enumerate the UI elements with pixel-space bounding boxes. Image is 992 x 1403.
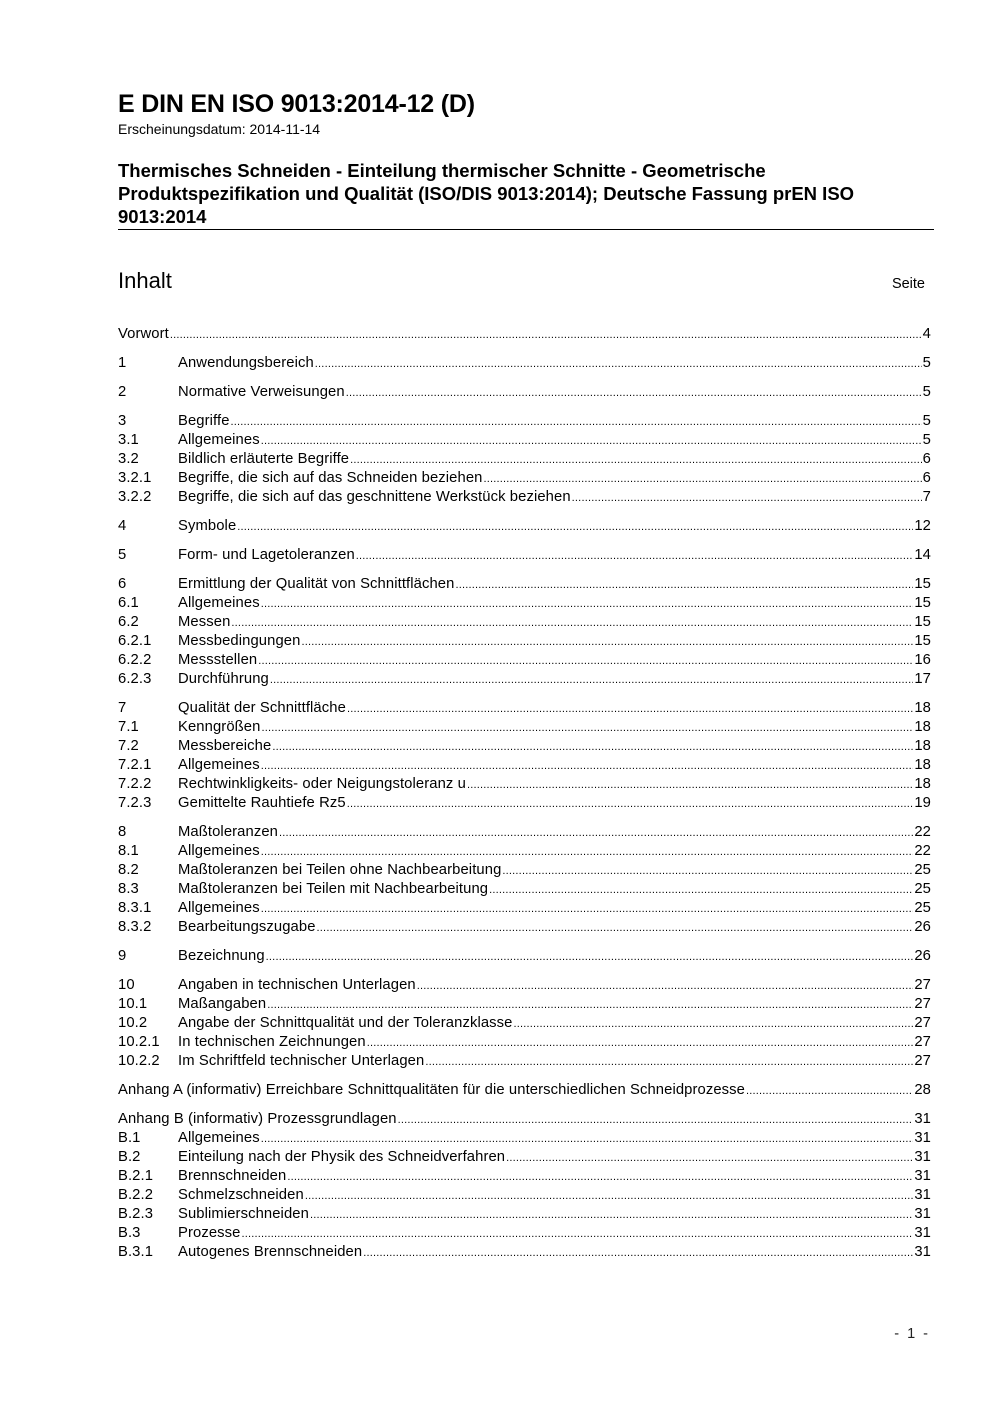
toc-entry-number: 10.1 <box>118 996 148 1012</box>
page-number: - 1 - <box>894 1326 930 1342</box>
toc-entry-number: 8.2 <box>118 862 139 878</box>
toc-entry-page: 15 <box>914 595 931 611</box>
toc-entry[interactable] <box>118 1243 931 1262</box>
toc-entry[interactable] <box>118 918 931 937</box>
toc-entry[interactable] <box>118 1167 931 1186</box>
toc-entry[interactable] <box>118 354 931 373</box>
toc-leader-dots <box>261 719 913 738</box>
publication-date: Erscheinungsdatum: 2014-11-14 <box>118 121 321 137</box>
toc-entry[interactable] <box>118 546 931 565</box>
toc-entry[interactable] <box>118 651 931 670</box>
toc-entry-title: Allgemeines <box>178 432 260 448</box>
toc-entry-number: 3.1 <box>118 432 139 448</box>
toc-entry[interactable] <box>118 718 931 737</box>
toc-entry-title: Schmelzschneiden <box>178 1187 304 1203</box>
toc-entry-number: 3.2 <box>118 451 139 467</box>
toc-entry-number: 8.3 <box>118 881 139 897</box>
toc-entry-title: Bezeichnung <box>178 948 265 964</box>
table-of-contents <box>118 325 931 1262</box>
toc-entry-page: 17 <box>914 671 931 687</box>
toc-entry-page: 5 <box>922 355 931 371</box>
toc-entry-title: Gemittelte Rauhtiefe Rz5 <box>178 795 346 811</box>
toc-entry-number: 4 <box>118 518 127 534</box>
toc-entry[interactable] <box>118 823 931 842</box>
toc-leader-dots <box>261 843 914 862</box>
toc-entry-title: Vorwort <box>118 326 169 342</box>
toc-entry[interactable] <box>118 976 931 995</box>
toc-entry[interactable] <box>118 325 931 344</box>
toc-entry[interactable] <box>118 575 931 594</box>
toc-entry-page: 26 <box>914 948 931 964</box>
toc-entry-title: Begriffe, die sich auf das Schneiden beziehen <box>178 470 483 486</box>
toc-leader-dots <box>347 700 913 719</box>
toc-entry-title: Messen <box>178 614 231 630</box>
toc-entry-page: 26 <box>914 919 931 935</box>
toc-entry-number: 3.2.1 <box>118 470 152 486</box>
toc-entry-title: Maßtoleranzen bei Teilen mit Nachbearbeitung <box>178 881 489 897</box>
toc-entry-title: Allgemeines <box>178 1130 260 1146</box>
toc-entry-page: 12 <box>914 518 931 534</box>
toc-leader-dots <box>350 451 922 470</box>
toc-leader-dots <box>502 862 913 881</box>
toc-leader-dots <box>513 1015 913 1034</box>
toc-entry[interactable] <box>118 1081 931 1100</box>
toc-entry-number: 6.2 <box>118 614 139 630</box>
toc-entry-page: 27 <box>914 1053 931 1069</box>
toc-entry-number: 7 <box>118 700 127 716</box>
toc-entry-title: Brennschneiden <box>178 1168 287 1184</box>
toc-entry-number: 10.2.1 <box>118 1034 160 1050</box>
toc-entry[interactable] <box>118 947 931 966</box>
toc-entry-number: 7.1 <box>118 719 139 735</box>
toc-entry-page: 31 <box>914 1149 931 1165</box>
toc-entry-title: Anhang A (informativ) Erreichbare Schnittqualitäten für die unterschiedlichen Schneidprozesse <box>118 1082 746 1098</box>
toc-leader-dots <box>483 470 921 489</box>
toc-leader-dots <box>261 900 914 919</box>
toc-entry-title: Angabe der Schnittqualität und der Toleranzklasse <box>178 1015 513 1031</box>
toc-entry-number: B.2 <box>118 1149 141 1165</box>
toc-entry-number: B.3 <box>118 1225 141 1241</box>
toc-entry-page: 27 <box>914 977 931 993</box>
toc-leader-dots <box>425 1053 913 1072</box>
toc-entry-page: 31 <box>914 1168 931 1184</box>
toc-entry-page: 16 <box>914 652 931 668</box>
toc-entry[interactable] <box>118 517 931 536</box>
toc-entry-title: Angaben in technischen Unterlagen <box>178 977 416 993</box>
toc-entry[interactable] <box>118 842 931 861</box>
toc-leader-dots <box>270 671 913 690</box>
toc-entry-page: 31 <box>914 1206 931 1222</box>
toc-entry[interactable] <box>118 488 931 507</box>
toc-leader-dots <box>241 1225 913 1244</box>
toc-entry-number: 8.3.1 <box>118 900 152 916</box>
toc-entry[interactable] <box>118 1148 931 1167</box>
toc-entry[interactable] <box>118 670 931 689</box>
toc-leader-dots <box>356 547 914 566</box>
toc-entry-page: 5 <box>922 413 931 429</box>
toc-entry-number: B.3.1 <box>118 1244 154 1260</box>
toc-entry-page: 18 <box>914 738 931 754</box>
toc-leader-dots <box>261 432 922 451</box>
toc-entry-page: 15 <box>914 576 931 592</box>
toc-leader-dots <box>301 633 913 652</box>
toc-leader-dots <box>231 413 922 432</box>
toc-entry[interactable] <box>118 632 931 651</box>
toc-entry-page: 31 <box>914 1111 931 1127</box>
toc-entry-number: 6.2.1 <box>118 633 152 649</box>
toc-entry-page: 5 <box>922 384 931 400</box>
toc-entry[interactable] <box>118 899 931 918</box>
toc-entry[interactable] <box>118 1110 931 1129</box>
toc-entry-title: Qualität der Schnittfläche <box>178 700 346 716</box>
toc-entry[interactable] <box>118 1014 931 1033</box>
toc-leader-dots <box>467 776 913 795</box>
toc-entry[interactable] <box>118 995 931 1014</box>
toc-leader-dots <box>367 1034 914 1053</box>
toc-entry[interactable] <box>118 756 931 775</box>
toc-entry-page: 5 <box>922 432 931 448</box>
toc-entry-title: Ermittlung der Qualität von Schnittflächen <box>178 576 455 592</box>
toc-entry-number: 6.2.3 <box>118 671 152 687</box>
toc-entry[interactable] <box>118 383 931 402</box>
toc-entry-number: 2 <box>118 384 127 400</box>
toc-entry-page: 14 <box>914 547 931 563</box>
toc-entry[interactable] <box>118 880 931 899</box>
toc-entry[interactable] <box>118 412 931 431</box>
toc-entry-number: 8.3.2 <box>118 919 152 935</box>
toc-entry-page: 22 <box>914 824 931 840</box>
toc-entry-title: Kenngrößen <box>178 719 261 735</box>
toc-entry-page: 15 <box>914 614 931 630</box>
toc-leader-dots <box>417 977 914 996</box>
toc-leader-dots <box>272 738 913 757</box>
toc-leader-dots <box>279 824 913 843</box>
toc-entry-number: 6 <box>118 576 127 592</box>
toc-entry-title: Im Schriftfeld technischer Unterlagen <box>178 1053 425 1069</box>
toc-entry[interactable] <box>118 775 931 794</box>
toc-entry-title: Allgemeines <box>178 900 260 916</box>
toc-entry-page: 25 <box>914 900 931 916</box>
toc-entry-number: B.2.2 <box>118 1187 154 1203</box>
toc-entry-page: 31 <box>914 1130 931 1146</box>
toc-leader-dots <box>237 518 913 537</box>
toc-entry-number: 9 <box>118 948 127 964</box>
toc-entry-number: 7.2.2 <box>118 776 152 792</box>
toc-leader-dots <box>266 948 914 967</box>
toc-entry-page: 25 <box>914 881 931 897</box>
toc-entry-page: 4 <box>922 326 931 342</box>
toc-entry[interactable] <box>118 1129 931 1148</box>
toc-leader-dots <box>455 576 913 595</box>
toc-entry-number: 1 <box>118 355 127 371</box>
toc-entry[interactable] <box>118 699 931 718</box>
toc-entry[interactable] <box>118 1052 931 1071</box>
toc-entry-title: Autogenes Brennschneiden <box>178 1244 363 1260</box>
toc-entry[interactable] <box>118 861 931 880</box>
toc-leader-dots <box>261 1130 914 1149</box>
toc-entry-title: Sublimierschneiden <box>178 1206 309 1222</box>
toc-entry-title: Form- und Lagetoleranzen <box>178 547 355 563</box>
toc-entry-number: 10 <box>118 977 135 993</box>
toc-entry-title: Begriffe, die sich auf das geschnittene Werkstück beziehen <box>178 489 571 505</box>
toc-entry-number: 6.2.2 <box>118 652 152 668</box>
toc-entry[interactable] <box>118 1205 931 1224</box>
toc-entry-page: 22 <box>914 843 931 859</box>
toc-entry-page: 31 <box>914 1187 931 1203</box>
toc-entry[interactable] <box>118 613 931 632</box>
toc-entry-page: 7 <box>922 489 931 505</box>
toc-entry[interactable] <box>118 431 931 450</box>
toc-entry-page: 6 <box>922 451 931 467</box>
toc-entry-title: In technischen Zeichnungen <box>178 1034 366 1050</box>
toc-entry[interactable] <box>118 594 931 613</box>
toc-entry-page: 28 <box>914 1082 931 1098</box>
toc-entry-page: 18 <box>914 719 931 735</box>
document-title <box>118 159 938 228</box>
toc-entry-title: Bearbeitungszugabe <box>178 919 316 935</box>
toc-entry[interactable] <box>118 794 931 813</box>
toc-entry-number: 7.2.1 <box>118 757 152 773</box>
toc-leader-dots <box>287 1168 913 1187</box>
toc-leader-dots <box>346 384 922 403</box>
toc-page-label: Seite <box>891 276 925 292</box>
toc-entry[interactable] <box>118 1224 931 1243</box>
toc-entry-number: 10.2.2 <box>118 1053 160 1069</box>
toc-entry-page: 15 <box>914 633 931 649</box>
toc-entry-title: Maßangaben <box>178 996 267 1012</box>
toc-entry-number: 6.1 <box>118 595 139 611</box>
toc-entry-number: 7.2.3 <box>118 795 152 811</box>
toc-entry-number: 7.2 <box>118 738 139 754</box>
toc-entry-title: Begriffe <box>178 413 230 429</box>
toc-leader-dots <box>315 355 922 374</box>
toc-entry-title: Rechtwinkligkeits- oder Neigungstoleranz u <box>178 776 466 792</box>
toc-entry-page: 27 <box>914 996 931 1012</box>
toc-leader-dots <box>261 757 914 776</box>
toc-entry-page: 6 <box>922 470 931 486</box>
toc-entry-title: Symbole <box>178 518 237 534</box>
toc-entry-page: 18 <box>914 776 931 792</box>
toc-entry-title: Allgemeines <box>178 595 260 611</box>
title-line: Produktspezifikation und Qualität (ISO/DIS 9013:2014); Deutsche Fassung prEN ISO <box>118 183 855 204</box>
toc-entry[interactable] <box>118 450 931 469</box>
toc-leader-dots <box>170 326 922 345</box>
toc-leader-dots <box>398 1111 914 1130</box>
toc-entry-page: 27 <box>914 1034 931 1050</box>
toc-entry-page: 19 <box>914 795 931 811</box>
document-id: E DIN EN ISO 9013:2014-12 (D) <box>118 90 475 118</box>
toc-entry-page: 31 <box>914 1244 931 1260</box>
toc-entry[interactable] <box>118 1186 931 1205</box>
toc-leader-dots <box>267 996 913 1015</box>
toc-entry-title: Anhang B (informativ) Prozessgrundlagen <box>118 1111 397 1127</box>
toc-leader-dots <box>746 1082 913 1101</box>
toc-leader-dots <box>506 1149 913 1168</box>
toc-leader-dots <box>317 919 914 938</box>
toc-entry-title: Normative Verweisungen <box>178 384 345 400</box>
toc-entry-title: Anwendungsbereich <box>178 355 314 371</box>
title-line: Thermisches Schneiden - Einteilung thermischer Schnitte - Geometrische <box>118 160 766 181</box>
toc-entry-title: Prozesse <box>178 1225 241 1241</box>
toc-entry-number: 5 <box>118 547 127 563</box>
toc-entry-page: 18 <box>914 757 931 773</box>
toc-entry-title: Bildlich erläuterte Begriffe <box>178 451 350 467</box>
toc-entry-number: B.2.3 <box>118 1206 154 1222</box>
toc-entry-number: 10.2 <box>118 1015 148 1031</box>
title-divider <box>118 229 934 230</box>
toc-leader-dots <box>231 614 913 633</box>
toc-entry-title: Einteilung nach der Physik des Schneidverfahren <box>178 1149 506 1165</box>
toc-entry-page: 27 <box>914 1015 931 1031</box>
toc-entry-page: 31 <box>914 1225 931 1241</box>
toc-entry-title: Messbedingungen <box>178 633 301 649</box>
toc-entry-number: B.2.1 <box>118 1168 154 1184</box>
toc-entry-title: Messbereiche <box>178 738 272 754</box>
toc-entry-page: 18 <box>914 700 931 716</box>
toc-entry-page: 25 <box>914 862 931 878</box>
toc-leader-dots <box>305 1187 914 1206</box>
toc-entry-title: Messstellen <box>178 652 258 668</box>
title-line: 9013:2014 <box>118 206 207 227</box>
toc-entry-number: 8 <box>118 824 127 840</box>
toc-entry-title: Maßtoleranzen bei Teilen ohne Nachbearbeitung <box>178 862 502 878</box>
toc-entry-number: B.1 <box>118 1130 141 1146</box>
toc-leader-dots <box>363 1244 913 1263</box>
toc-leader-dots <box>258 652 913 671</box>
toc-leader-dots <box>572 489 922 508</box>
toc-entry[interactable] <box>118 469 931 488</box>
toc-entry-number: 3 <box>118 413 127 429</box>
toc-entry-number: 8.1 <box>118 843 139 859</box>
toc-leader-dots <box>261 595 914 614</box>
toc-entry-title: Allgemeines <box>178 843 260 859</box>
toc-leader-dots <box>347 795 914 814</box>
toc-leader-dots <box>310 1206 913 1225</box>
toc-entry-title: Maßtoleranzen <box>178 824 278 840</box>
toc-heading: Inhalt <box>118 268 172 293</box>
toc-leader-dots <box>489 881 913 900</box>
toc-entry[interactable] <box>118 737 931 756</box>
toc-entry-number: 3.2.2 <box>118 489 152 505</box>
toc-entry-title: Durchführung <box>178 671 269 687</box>
toc-entry[interactable] <box>118 1033 931 1052</box>
toc-entry-title: Allgemeines <box>178 757 260 773</box>
